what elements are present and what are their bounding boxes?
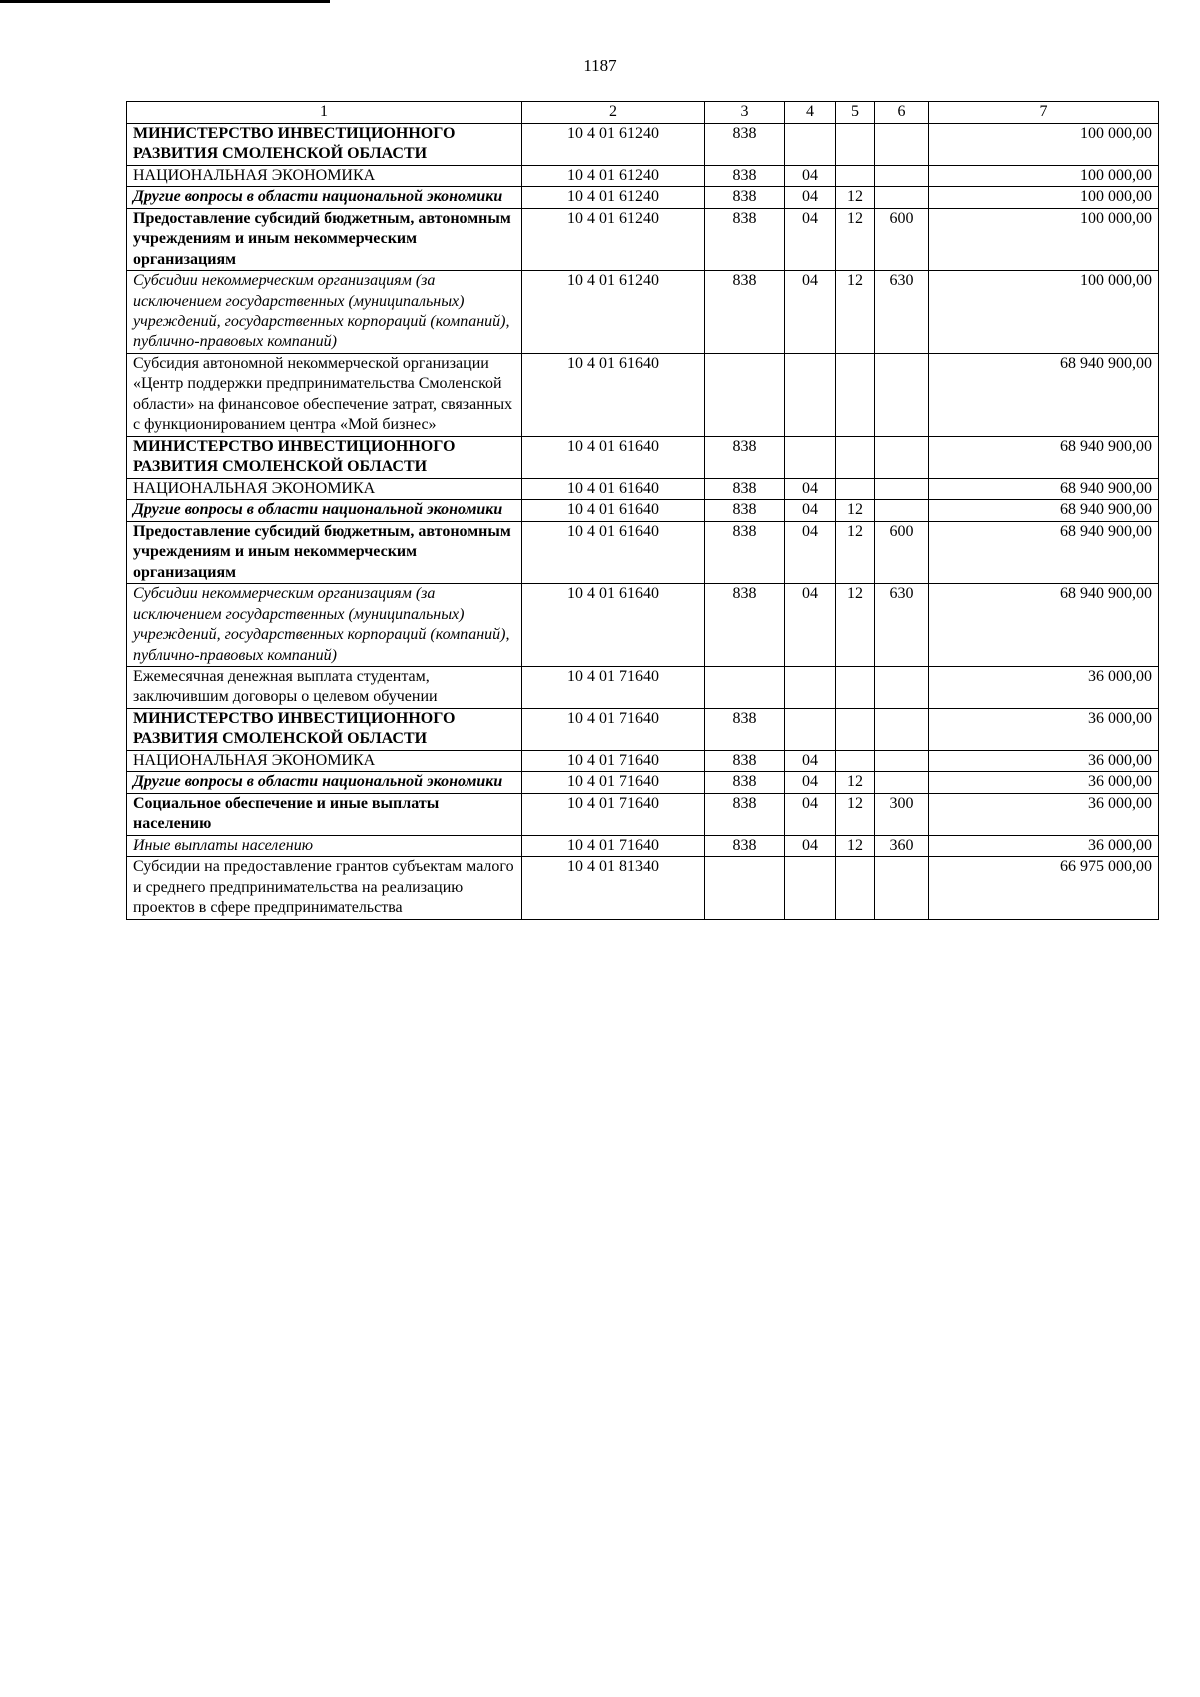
expense-type-cell: 630: [875, 271, 929, 354]
amount-cell: 68 940 900,00: [929, 478, 1159, 499]
subsection-code-cell: [836, 123, 875, 165]
table-row: [127, 436, 1159, 478]
target-code-cell: 10 4 01 71640: [522, 835, 705, 856]
section-code-cell: 04: [785, 521, 836, 583]
target-code-cell: 10 4 01 61640: [522, 436, 705, 478]
target-code-cell: 10 4 01 81340: [522, 857, 705, 919]
section-code-cell: 04: [785, 187, 836, 208]
table-row: [127, 835, 1159, 856]
grbs-cell: [705, 353, 785, 436]
subsection-code-cell: 12: [836, 835, 875, 856]
amount-cell: 100 000,00: [929, 271, 1159, 354]
section-code-cell: 04: [785, 793, 836, 835]
row-name-cell: МИНИСТЕРСТВО ИНВЕСТИЦИОННОГО РАЗВИТИЯ СМОЛЕНСКОЙ ОБЛАСТИ: [127, 708, 522, 750]
section-code-cell: [785, 123, 836, 165]
budget-table-body: [127, 102, 1159, 920]
header-cell: 6: [875, 102, 929, 124]
section-code-cell: 04: [785, 584, 836, 667]
target-code-cell: 10 4 01 61640: [522, 521, 705, 583]
table-row: [127, 271, 1159, 354]
amount-cell: 36 000,00: [929, 793, 1159, 835]
grbs-cell: 838: [705, 436, 785, 478]
subsection-code-cell: [836, 165, 875, 186]
subsection-code-cell: 12: [836, 208, 875, 270]
expense-type-cell: 360: [875, 835, 929, 856]
grbs-cell: 838: [705, 478, 785, 499]
amount-cell: 68 940 900,00: [929, 500, 1159, 521]
subsection-code-cell: [836, 353, 875, 436]
section-code-cell: [785, 436, 836, 478]
expense-type-cell: [875, 750, 929, 771]
table-row: [127, 123, 1159, 165]
row-name-cell: Социальное обеспечение и иные выплаты населению: [127, 793, 522, 835]
grbs-cell: 838: [705, 584, 785, 667]
amount-cell: 68 940 900,00: [929, 353, 1159, 436]
subsection-code-cell: 12: [836, 584, 875, 667]
header-cell: 3: [705, 102, 785, 124]
table-row: [127, 666, 1159, 708]
target-code-cell: 10 4 01 71640: [522, 750, 705, 771]
amount-cell: 36 000,00: [929, 835, 1159, 856]
table-row: [127, 353, 1159, 436]
budget-table: [126, 101, 1159, 920]
expense-type-cell: [875, 478, 929, 499]
header-cell: 2: [522, 102, 705, 124]
section-code-cell: [785, 666, 836, 708]
header-cell: 5: [836, 102, 875, 124]
section-code-cell: [785, 857, 836, 919]
subsection-code-cell: 12: [836, 187, 875, 208]
table-row: [127, 478, 1159, 499]
grbs-cell: 838: [705, 187, 785, 208]
section-code-cell: [785, 353, 836, 436]
target-code-cell: 10 4 01 61240: [522, 187, 705, 208]
section-code-cell: 04: [785, 478, 836, 499]
table-row: [127, 793, 1159, 835]
expense-type-cell: 600: [875, 208, 929, 270]
expense-type-cell: [875, 500, 929, 521]
row-name-cell: Субсидии некоммерческим организациям (за исключением государственных (муниципальных) учреждений, государственных корпораций (компаний), публично-правовых компаний): [127, 584, 522, 667]
grbs-cell: [705, 666, 785, 708]
target-code-cell: 10 4 01 71640: [522, 793, 705, 835]
grbs-cell: 838: [705, 165, 785, 186]
amount-cell: 36 000,00: [929, 772, 1159, 793]
grbs-cell: 838: [705, 750, 785, 771]
expense-type-cell: [875, 772, 929, 793]
row-name-cell: Предоставление субсидий бюджетным, автономным учреждениям и иным некоммерческим организациям: [127, 521, 522, 583]
grbs-cell: [705, 857, 785, 919]
grbs-cell: 838: [705, 521, 785, 583]
row-name-cell: НАЦИОНАЛЬНАЯ ЭКОНОМИКА: [127, 750, 522, 771]
expense-type-cell: 300: [875, 793, 929, 835]
table-row: [127, 208, 1159, 270]
subsection-code-cell: 12: [836, 793, 875, 835]
scan-edge-line: [0, 0, 330, 3]
table-header-row: [127, 102, 1159, 124]
expense-type-cell: 600: [875, 521, 929, 583]
expense-type-cell: 630: [875, 584, 929, 667]
table-row: [127, 857, 1159, 919]
target-code-cell: 10 4 01 61640: [522, 478, 705, 499]
subsection-code-cell: [836, 478, 875, 499]
table-row: [127, 165, 1159, 186]
row-name-cell: Другие вопросы в области национальной экономики: [127, 772, 522, 793]
table-row: [127, 708, 1159, 750]
row-name-cell: Ежемесячная денежная выплата студентам, заключившим договоры о целевом обучении: [127, 666, 522, 708]
row-name-cell: МИНИСТЕРСТВО ИНВЕСТИЦИОННОГО РАЗВИТИЯ СМОЛЕНСКОЙ ОБЛАСТИ: [127, 436, 522, 478]
subsection-code-cell: 12: [836, 500, 875, 521]
row-name-cell: Иные выплаты населению: [127, 835, 522, 856]
subsection-code-cell: [836, 436, 875, 478]
header-cell: 4: [785, 102, 836, 124]
amount-cell: 36 000,00: [929, 708, 1159, 750]
subsection-code-cell: [836, 708, 875, 750]
row-name-cell: МИНИСТЕРСТВО ИНВЕСТИЦИОННОГО РАЗВИТИЯ СМОЛЕНСКОЙ ОБЛАСТИ: [127, 123, 522, 165]
target-code-cell: 10 4 01 61640: [522, 584, 705, 667]
table-row: [127, 187, 1159, 208]
target-code-cell: 10 4 01 61240: [522, 165, 705, 186]
section-code-cell: 04: [785, 835, 836, 856]
target-code-cell: 10 4 01 71640: [522, 708, 705, 750]
expense-type-cell: [875, 187, 929, 208]
section-code-cell: 04: [785, 500, 836, 521]
amount-cell: 68 940 900,00: [929, 521, 1159, 583]
grbs-cell: 838: [705, 772, 785, 793]
row-name-cell: НАЦИОНАЛЬНАЯ ЭКОНОМИКА: [127, 478, 522, 499]
row-name-cell: Другие вопросы в области национальной экономики: [127, 187, 522, 208]
grbs-cell: 838: [705, 835, 785, 856]
grbs-cell: 838: [705, 500, 785, 521]
amount-cell: 100 000,00: [929, 187, 1159, 208]
page-number: 1187: [583, 56, 617, 75]
row-name-cell: Субсидии на предоставление грантов субъектам малого и среднего предпринимательства на реализацию проектов в сфере предпринимательства: [127, 857, 522, 919]
subsection-code-cell: [836, 750, 875, 771]
amount-cell: 100 000,00: [929, 123, 1159, 165]
grbs-cell: 838: [705, 208, 785, 270]
subsection-code-cell: 12: [836, 772, 875, 793]
expense-type-cell: [875, 857, 929, 919]
amount-cell: 36 000,00: [929, 750, 1159, 771]
section-code-cell: 04: [785, 271, 836, 354]
target-code-cell: 10 4 01 61240: [522, 123, 705, 165]
subsection-code-cell: 12: [836, 271, 875, 354]
expense-type-cell: [875, 353, 929, 436]
table-row: [127, 772, 1159, 793]
amount-cell: 68 940 900,00: [929, 584, 1159, 667]
section-code-cell: 04: [785, 208, 836, 270]
grbs-cell: 838: [705, 271, 785, 354]
expense-type-cell: [875, 708, 929, 750]
row-name-cell: Предоставление субсидий бюджетным, автономным учреждениям и иным некоммерческим организациям: [127, 208, 522, 270]
target-code-cell: 10 4 01 61640: [522, 353, 705, 436]
row-name-cell: Субсидия автономной некоммерческой организации «Центр поддержки предпринимательства Смоленской области» на финансовое обеспечение затрат, связанных с функционированием центра «Мой бизнес»: [127, 353, 522, 436]
grbs-cell: 838: [705, 123, 785, 165]
target-code-cell: 10 4 01 61240: [522, 208, 705, 270]
section-code-cell: 04: [785, 750, 836, 771]
target-code-cell: 10 4 01 71640: [522, 772, 705, 793]
table-row: [127, 521, 1159, 583]
section-code-cell: [785, 708, 836, 750]
table-row: [127, 500, 1159, 521]
section-code-cell: 04: [785, 165, 836, 186]
grbs-cell: 838: [705, 793, 785, 835]
subsection-code-cell: [836, 857, 875, 919]
row-name-cell: Другие вопросы в области национальной экономики: [127, 500, 522, 521]
amount-cell: 100 000,00: [929, 165, 1159, 186]
amount-cell: 68 940 900,00: [929, 436, 1159, 478]
grbs-cell: 838: [705, 708, 785, 750]
amount-cell: 66 975 000,00: [929, 857, 1159, 919]
subsection-code-cell: [836, 666, 875, 708]
section-code-cell: 04: [785, 772, 836, 793]
expense-type-cell: [875, 436, 929, 478]
header-cell: 7: [929, 102, 1159, 124]
expense-type-cell: [875, 666, 929, 708]
subsection-code-cell: 12: [836, 521, 875, 583]
amount-cell: 100 000,00: [929, 208, 1159, 270]
expense-type-cell: [875, 123, 929, 165]
table-row: [127, 750, 1159, 771]
target-code-cell: 10 4 01 61640: [522, 500, 705, 521]
expense-type-cell: [875, 165, 929, 186]
target-code-cell: 10 4 01 71640: [522, 666, 705, 708]
amount-cell: 36 000,00: [929, 666, 1159, 708]
row-name-cell: Субсидии некоммерческим организациям (за исключением государственных (муниципальных) учреждений, государственных корпораций (компаний), публично-правовых компаний): [127, 271, 522, 354]
row-name-cell: НАЦИОНАЛЬНАЯ ЭКОНОМИКА: [127, 165, 522, 186]
target-code-cell: 10 4 01 61240: [522, 271, 705, 354]
header-cell: 1: [127, 102, 522, 124]
table-row: [127, 584, 1159, 667]
